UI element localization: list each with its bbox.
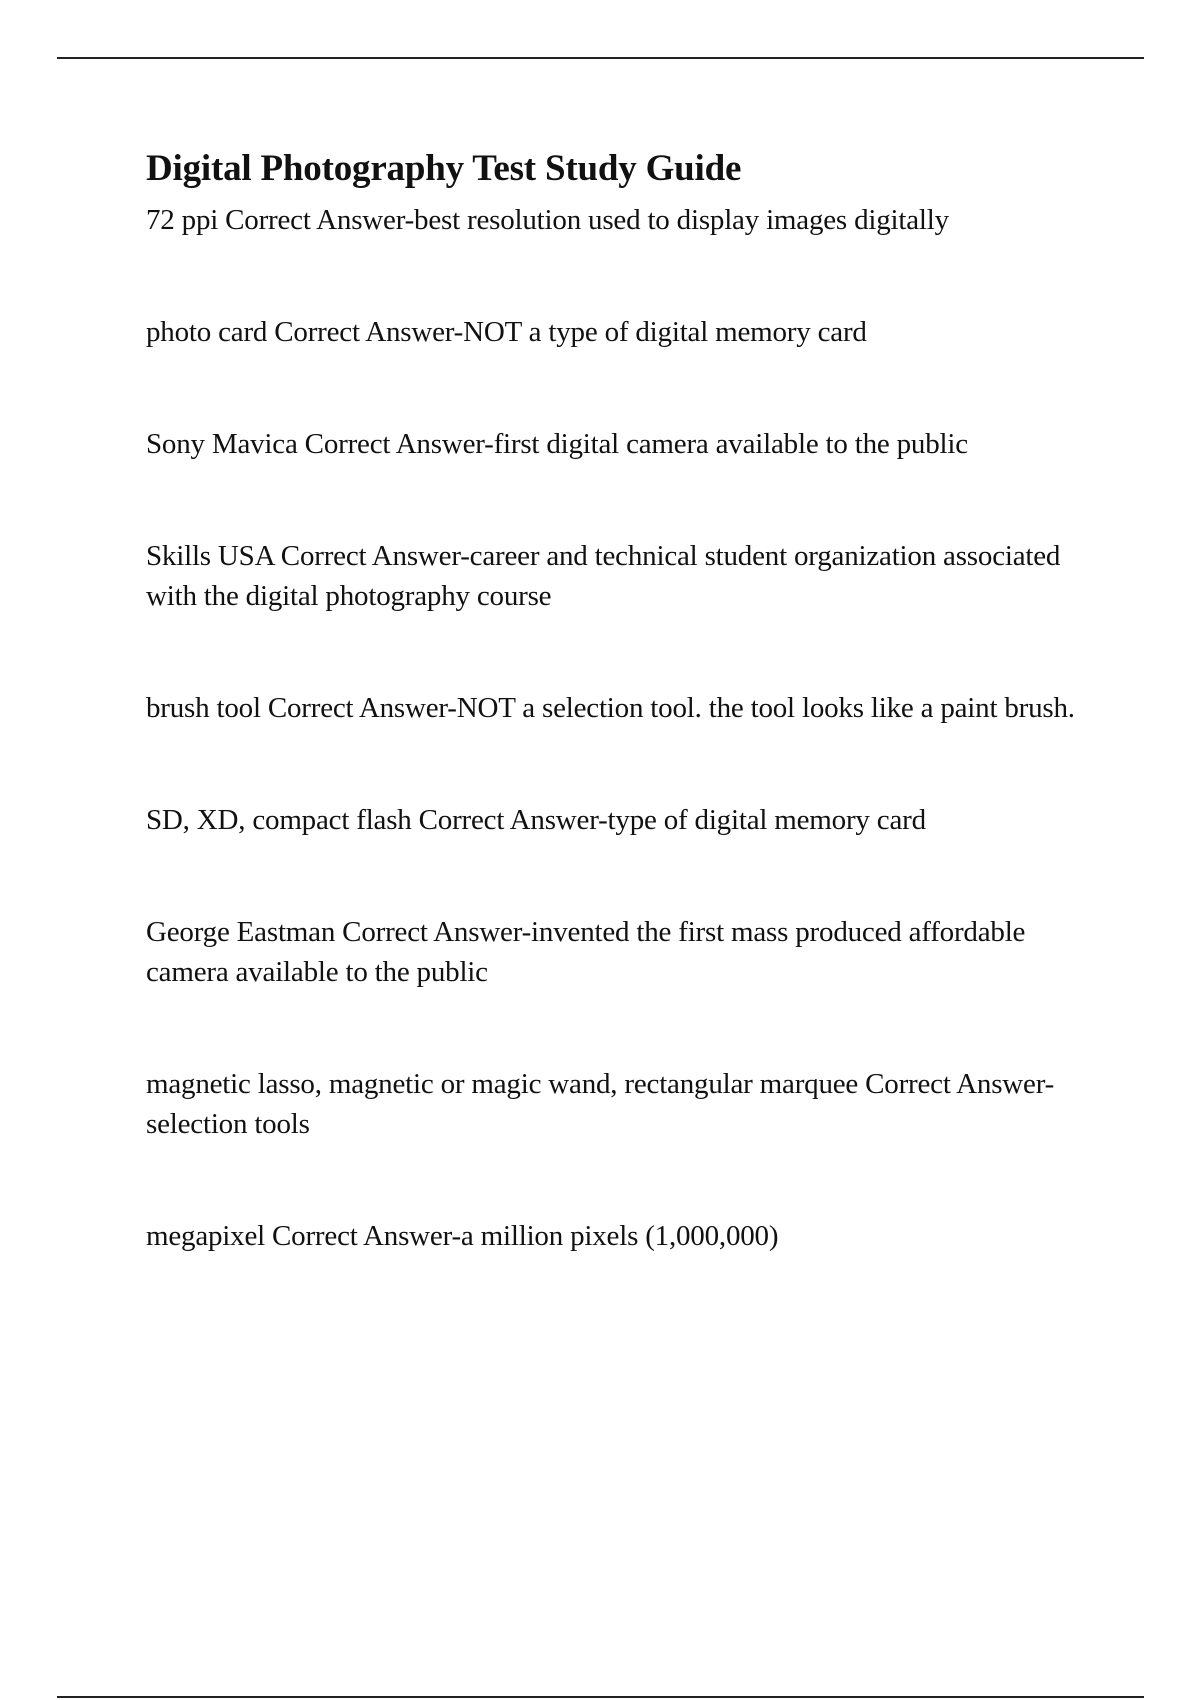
study-entry: Sony Mavica Correct Answer-first digital camera available to the public	[146, 428, 968, 460]
header-rule	[57, 57, 1144, 59]
study-entry: SD, XD, compact flash Correct Answer-type of digital memory card	[146, 804, 926, 836]
study-entry: magnetic lasso, magnetic or magic wand, rectangular marquee Correct Answer-selection tools	[146, 1068, 1055, 1140]
study-entry: 72 ppi Correct Answer-best resolution used to display images digitally	[146, 204, 949, 236]
document-body	[146, 142, 1106, 1256]
study-entry: George Eastman Correct Answer-invented the first mass produced affordable camera available to the public	[146, 916, 1026, 988]
study-entry: brush tool Correct Answer-NOT a selection tool. the tool looks like a paint brush.	[146, 692, 1075, 724]
study-entry: photo card Correct Answer-NOT a type of digital memory card	[146, 316, 867, 348]
study-entry: Skills USA Correct Answer-career and technical student organization associated with the digital photography course	[146, 540, 1061, 612]
document-title: Digital Photography Test Study Guide	[146, 148, 742, 189]
footer-rule	[57, 1696, 1144, 1698]
study-entry: megapixel Correct Answer-a million pixels (1,000,000)	[146, 1220, 779, 1252]
